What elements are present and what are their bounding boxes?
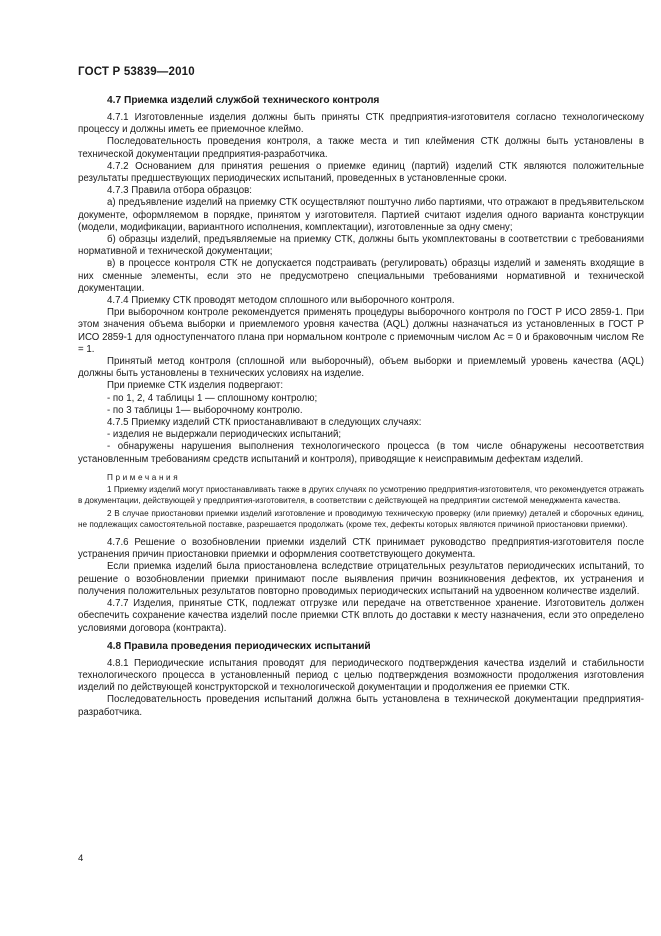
document-header: ГОСТ Р 53839—2010 [78,66,195,78]
document-body [78,94,644,719]
list-item: в) в процессе контроля СТК не допускается подстраивать (регулировать) образцы изделий и заменять входящие в них сменные элементы, если это не предусмотрено специальными требованиями нормативной и технической документации. [78,258,644,294]
list-item: - по 3 таблицы 1— выборочному контролю. [107,404,303,416]
list-item: - изделия не выдержали периодических испытаний; [107,429,342,441]
notes-title: Примечания [107,472,181,482]
section-title-4-8: 4.8 Правила проведения периодических испытаний [107,640,371,652]
paragraph: Последовательность проведения контроля, а также места и тип клеймения СТК должны быть установлены в технической документации предприятия-разработчика. [78,136,644,160]
paragraph: Принятый метод контроля (сплошной или выборочный), объем выборки и приемлемый уровень качества (AQL) должны быть установлены в технических условиях на изделие. [78,356,644,380]
section-title-4-7: 4.7 Приемка изделий службой технического контроля [107,95,380,106]
paragraph: 4.8.1 Периодические испытания проводят для периодического подтверждения качества изделий и стабильности технологического процесса в установленный период с целью подтверждения возможности продолжения изготовления изделий по действующей конструкторской и технологической документации и продолжения ее приемки СТК. [78,657,644,694]
notes-block [78,472,644,531]
paragraph: Последовательность проведения испытаний должна быть установлена в технической документации предприятия-разработчика. [78,694,644,718]
page-number: 4 [78,853,84,864]
paragraph: 4.7.3 Правила отбора образцов: [107,185,252,197]
paragraph: 4.7.6 Решение о возобновлении приемки изделий СТК принимает руководство предприятия-изготовителя после устранения причин приостановки приемки и оформления соответствующего документа. [78,537,644,561]
list-item: - обнаружены нарушения выполнения технологического процесса (в том числе обнаружены несоответствия установленным требованиям средств испытаний и контроля), приводящие к неисправимым дефектам изделий. [78,441,644,465]
paragraph: 4.7.4 Приемку СТК проводят методом сплошного или выборочного контроля. [107,295,455,307]
note-item: 2 В случае приостановки приемки изделий изготовление и проводимую техническую проверку (или приемку) деталей и сборочных единиц, не подлежащих самостоятельной поставке, разрешается продолжать (кроме тех, дефекты которых являются причиной приостановки приемки). [78,509,644,530]
list-item: - по 1, 2, 4 таблицы 1 — сплошному контролю; [107,392,318,404]
list-item: б) образцы изделий, предъявляемые на приемку СТК, должны быть укомплектованы в соответствии с требованиями нормативной и технической документации; [78,234,644,258]
paragraph: При выборочном контроле рекомендуется применять процедуры выборочного контроля по ГОСТ Р ИСО 2859-1. При этом значения объема выборки и приемлемого уровня качества (AQL) должны назначаться из установленных в ГОСТ Р ИСО 2859-1 для одноступенчатого плана при нормальном контроле с приемочным числом Ac = 0 и браковочным числом Re = 1. [78,307,644,355]
paragraph: 4.7.7 Изделия, принятые СТК, подлежат отгрузке или передаче на ответственное хранение. Изготовитель должен обеспечить сохранение качества изделий после приемки СТК вплоть до доставки к месту назначения, если это определено условиями договора (контракта). [78,598,644,634]
paragraph: Если приемка изделий была приостановлена вследствие отрицательных результатов периодических испытаний, то решение о возобновлении приемки принимают после выявления причин возникновения дефектов, их устранения и получения положительных результатов повторно проводимых периодических испытаний на удвоенном количестве изделий. [78,561,644,597]
paragraph: 4.7.5 Приемку изделий СТК приостанавливают в следующих случаях: [107,417,422,429]
paragraph: 4.7.1 Изготовленные изделия должны быть приняты СТК предприятия-изготовителя согласно технологическому процессу и должны иметь ее приемочное клеймо. [78,112,644,136]
note-item: 1 Приемку изделий могут приостанавливать также в других случаях по усмотрению предприятия-изготовителя, что рекомендуется отражать в документации, действующей у предприятия-изготовителя, в соответствии с действующей на предприятии системой менеджмента качества. [78,484,644,505]
list-item: а) предъявление изделий на приемку СТК осуществляют поштучно либо партиями, что отражают в предъявительском документе, оформляемом в порядке, принятом у изготовителя. Партией считают изделия одного варианта конструкции (модели, модификации, вариантного исполнения, комплектации), изготовленные за одну смену; [78,197,644,233]
paragraph: При приемке СТК изделия подвергают: [107,380,284,392]
paragraph: 4.7.2 Основанием для принятия решения о приемке единиц (партий) изделий СТК являются положительные результаты предшествующих периодических испытаний, проведенных в установленные сроки. [78,160,644,185]
